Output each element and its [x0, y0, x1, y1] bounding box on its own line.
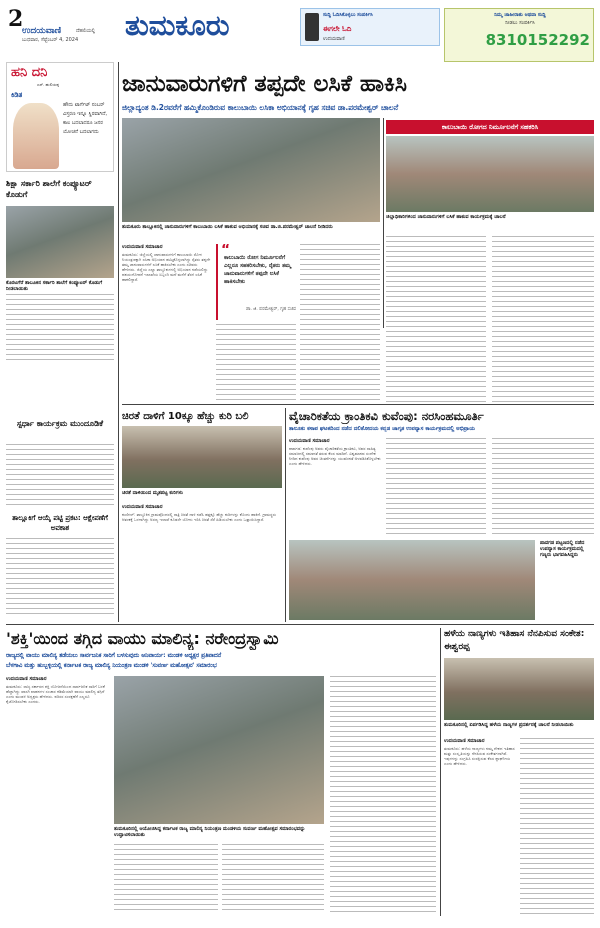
column-box [6, 62, 114, 172]
quote-icon: “ [221, 244, 231, 258]
ad-right-line-1: ನಿಮ್ಮ ಜಾಹೀರಾತು ಅಥವಾ ಸುದ್ದಿ [494, 12, 546, 18]
phone-icon [305, 13, 319, 41]
lead-byline: ಉದಯವಾಣಿ ಸಮಾಚಾರ [122, 244, 163, 250]
mid-right-subhead: ತಾಲೂಕು ಕಸಾಪ ಘಟಕದಿಂದ ನಡೆದ ದಲಿತೋದಯ ಕನ್ನಡ ಜಾಗೃತ ಉಪನ್ಯಾಸ ಕಾರ್ಯಕ್ರಮದಲ್ಲಿ ಅಭಿಪ್ರಾಯ [289, 426, 476, 432]
column-logo: ಹನಿ ದನಿ [11, 65, 48, 80]
sidebar-story3-headline: ತಾಲ್ಲೂಕಿಗೆ ಆಯ್ಕೆ ಪಟ್ಟಿ ಪ್ರಕಟ: ಆಕ್ಷೇಪಣೆಗೆ ಅವಕಾಶ [12, 514, 108, 532]
ad-line-2: ಈಗಲೇ ಓದಿ [323, 25, 352, 33]
bottom-left-headline: 'ಶಕ್ತಿ'ಯಿಂದ ತಗ್ಗಿದ ವಾಯು ಮಾಲಿನ್ಯ: ನರೇಂದ್ರಸ್ವಾಮಿ [6, 629, 279, 648]
bottom-left-body-col4 [330, 676, 436, 914]
lead-quote-by: ಡಾ. ಜಿ. ಪರಮೇಶ್ವರ್, ಗೃಹ ಸಚಿವ [245, 307, 296, 312]
lead-kicker: ಕಾಲುಬಾಯಿ ರೋಗದ ನಿರ್ಮೂಲನೆಗೆ ಸಹಕರಿಸಿ [386, 120, 594, 134]
column-byline: ಎಸ್. ಹುಲಿಯಪ್ಪ [37, 82, 60, 87]
lead-divider [383, 118, 384, 328]
color-registration-marks [270, 918, 330, 926]
top-center-ad [300, 8, 440, 46]
mid-right-body-col3 [492, 438, 594, 536]
bottom-right-caption: ತುಮಕೂರಿನಲ್ಲಿ ಏರ್ಪಡಿಸಿದ್ದ ಹಳೆಯ ನಾಣ್ಯಗಳ ಪ್ರದರ್ಶನಕ್ಕೆ ಚಾಲನೆ ನೀಡಲಾಯಿತು [444, 722, 574, 728]
bottom-left-body-col3 [222, 844, 324, 914]
lead-photo-caption: ತುಮಕೂರು ತಾಲ್ಲೂಕಿನಲ್ಲಿ ಜಾನುವಾರುಗಳಿಗೆ ಕಾಲುಬಾಯಿ ಲಸಿಕೆ ಹಾಕುವ ಅಭಿಯಾನಕ್ಕೆ ಸಚಿವ ಡಾ.ಜಿ.ಪರಮೇಶ್ವರ್ ಚಾಲನೆ ನೀಡಿದರು [122, 224, 333, 230]
bottom-left-subhead: ರಾಜ್ಯದಲ್ಲಿ ವಾಯು ಮಾಲಿನ್ಯ ತಡೆಯಲು ಸಾರ್ವಜನಿಕ ಸಾರಿಗೆ ಬಳಸುವುದು ಅನಿವಾರ್ಯ: ಮಂಡಳಿ ಅಧ್ಯಕ್ಷರ ಪ್ರತಿಪಾದನೆ [6, 653, 222, 659]
bottom-left-photo [114, 676, 324, 824]
mid-left-headline: ಚಿರತೆ ದಾಳಿಗೆ 10ಕ್ಕೂ ಹೆಚ್ಚು ಕುರಿ ಬಲಿ [122, 411, 249, 422]
ad-right-line-2: ನೀಡಲು ಸಂಪರ್ಕಿಸಿ [505, 20, 535, 26]
lead-subhead: ಜಿಲ್ಲಾದ್ಯಂತ ಡಿ.2ರವರೆಗೆ ಹಮ್ಮಿಕೊಂಡಿರುವ ಕಾಲುಬಾಯಿ ಲಸಿಕಾ ಅಭಿಯಾನಕ್ಕೆ ಗೃಹ ಸಚಿವ ಡಾ.ಪರಮೇಶ್ವರ್ ಚಾಲನೆ [122, 103, 399, 112]
masthead [6, 6, 121, 46]
mid-left-body: ಕುಣಿಗಲ್: ತಾಲ್ಲೂಕಿನ ಗ್ರಾಮವೊಂದರಲ್ಲಿ ರಾತ್ರಿ ಚಿರತೆ ದಾಳಿ ನಡೆಸಿ ಹತ್ತಕ್ಕೂ ಹೆಚ್ಚು ಕುರಿಗಳನ್ನು ಕೊಂದು ಹಾಕಿದೆ. ಗ್ರಾಮಸ್ಥರು ಆತಂಕಕ್ಕೆ ಒಳಗಾಗಿದ್ದು ಅರಣ್ಯ ಇಲಾಖೆ ಕೂಡಲೇ ಬೋನು ಇರಿಸಿ ಚಿರತೆ ಸೆರೆ ಹಿಡಿಯಬೇಕು ಎಂದು ಒತ್ತಾಯಿಸಿದ್ದಾರೆ. [122, 512, 276, 522]
edition: ದೆಹಲಿಯಲ್ಲಿ [76, 28, 96, 34]
paper-name: ಉದಯವಾಣಿ [22, 26, 62, 36]
bottom-right-body-col2 [520, 738, 594, 914]
sidebar-story2-body [6, 444, 114, 508]
lead-quote: ಕಾಲುಬಾಯಿ ರೋಗ ನಿರ್ಮೂಲನೆಗೆ ಎಲ್ಲರೂ ಸಹಕರಿಸಬೇಕು, ರೈತರು ತಮ್ಮ ಜಾನುವಾರುಗಳಿಗೆ ತಪ್ಪದೇ ಲಸಿಕೆ ಹಾಕಿಸಬೇಕು [224, 255, 291, 285]
mid-left-byline: ಉದಯವಾಣಿ ಸಮಾಚಾರ [122, 504, 163, 510]
bottom-right-byline: ಉದಯವಾಣಿ ಸಮಾಚಾರ [444, 738, 485, 744]
mid-left-caption: ಚಿರತೆ ದಾಳಿಯಿಂದ ಮೃತಪಟ್ಟ ಕುರಿಗಳು [122, 490, 183, 496]
section-title: ತುಮಕೂರು [125, 9, 230, 42]
page-number: 2 [8, 6, 24, 32]
lead-photo-right-caption: ಜಿಲ್ಲಾಧಿಕಾರಿಗಳಿಂದ ಜಾನುವಾರುಗಳಿಗೆ ಲಸಿಕೆ ಹಾಕುವ ಕಾರ್ಯಕ್ರಮಕ್ಕೆ ಚಾಲನೆ [386, 214, 506, 220]
mid-right-byline: ಉದಯವಾಣಿ ಸಮಾಚಾರ [289, 438, 330, 444]
ad-line-1: ಸುದ್ದಿ ಓದಿಸಿಕೊಳ್ಳಲು ಸಂಪರ್ಕಿಸಿ [323, 12, 373, 18]
ad-phone-number: 8310152292 [485, 31, 590, 49]
mid-left-photo [122, 426, 282, 488]
sidebar-divider [118, 62, 119, 622]
lead-photo-main [122, 118, 380, 222]
section-rule [6, 624, 594, 625]
column-city: ಕಿಡಿತ [11, 91, 23, 99]
bottom-left-body-col2 [114, 844, 218, 914]
lead-body-col1: ತುಮಕೂರು: ಜಿಲ್ಲೆಯಲ್ಲಿ ಜಾನುವಾರುಗಳಿಗೆ ಕಾಲುಬಾಯಿ ರೋಗ ನಿಯಂತ್ರಣಕ್ಕಾಗಿ ಲಸಿಕಾ ಅಭಿಯಾನ ಹಮ್ಮಿಕೊಳ್ಳಲಾಗಿದ್ದು ರೈತರು ತಪ್ಪದೇ ತಮ್ಮ ಜಾನುವಾರುಗಳಿಗೆ ಲಸಿಕೆ ಹಾಕಿಸಬೇಕು ಎಂದು ಸಚಿವರು ಹೇಳಿದರು. ಜಿಲ್ಲೆಯ ಎಲ್ಲಾ ತಾಲ್ಲೂಕುಗಳಲ್ಲಿ ಅಭಿಯಾನ ನಡೆಯಲಿದ್ದು ಪಶುಸಂಗೋಪನೆ ಇಲಾಖೆಯ ಸಿಬ್ಬಂದಿ ಮನೆ ಮನೆಗೆ ತೆರಳಿ ಲಸಿಕೆ ಹಾಕಲಿದ್ದಾರೆ. [122, 252, 211, 282]
sidebar-story1-caption: ಕೊರಟಗೆರೆ ತಾಲೂಕಿನ ಸರ್ಕಾರಿ ಶಾಲೆಗೆ ಕಂಪ್ಯೂಟರ್ ಕೊಡುಗೆ ನೀಡಲಾಯಿತು [6, 280, 103, 292]
lead-photo-right [386, 136, 594, 212]
ad-line-3: ಉದಯವಾಣಿ [323, 36, 345, 42]
bottom-left-subhead-2: ಬೆಳಗಾವಿ ಮತ್ತು ಹುಬ್ಬಳ್ಳಿಯಲ್ಲಿ ಕರ್ನಾಟಕ ರಾಜ್ಯ ಮಾಲಿನ್ಯ ನಿಯಂತ್ರಣ ಮಂಡಳಿ 'ಸುವರ್ಣ ಮಹೋತ್ಸವ' ಸಮಾರಂಭ [6, 663, 217, 669]
mid-right-side-caption: ಪಾವಗಡ ಪಟ್ಟಣದಲ್ಲಿ ನಡೆದ ಉಪನ್ಯಾಸ ಕಾರ್ಯಕ್ರಮದಲ್ಲಿ ಗಣ್ಯರು ಭಾಗವಹಿಸಿದ್ದರು [540, 540, 585, 558]
bottom-divider [440, 628, 441, 916]
mid-divider [285, 408, 286, 622]
lead-headline: ಜಾನುವಾರುಗಳಿಗೆ ತಪ್ಪದೇ ಲಸಿಕೆ ಹಾಕಿಸಿ [122, 71, 407, 97]
bottom-left-caption: ತುಮಕೂರಿನಲ್ಲಿ ಆಯೋಜಿಸಿದ್ದ ಕರ್ನಾಟಕ ರಾಜ್ಯ ಮಾಲಿನ್ಯ ನಿಯಂತ್ರಣ ಮಂಡಳಿಯ ಸುವರ್ಣ ಮಹೋತ್ಸವ ಸಮಾರಂಭವನ್ನು ಉದ್ಘಾಟಿಸಲಾಯಿತು [114, 826, 306, 838]
bottom-right-photo [444, 658, 594, 720]
lead-quote-box [216, 244, 296, 320]
sidebar-story2-headline: ಸ್ಪರ್ಧಾ ಕಾರ್ಯಕ್ರಮ ಮುಂದೂಡಿಕೆ [16, 419, 104, 428]
lead-body-col5 [492, 236, 594, 402]
top-right-ad [444, 8, 594, 62]
mid-right-headline: ವೈಚಾರಿಕತೆಯ ಕ್ರಾಂತಿಕವಿ ಕುವೆಂಪು: ನರಸಿಂಹಮೂರ್ತಿ [289, 409, 484, 423]
sidebar-story3-body [6, 538, 114, 616]
column-illustration [13, 103, 59, 169]
bottom-right-headline: ಹಳೆಯ ನಾಣ್ಯಗಳು ಇತಿಹಾಸ ನೆನಪಿಸುವ ಸಂಕೇತ: ಈಶ್ವರಪ್ಪ [444, 629, 585, 652]
mid-right-photo [289, 540, 535, 620]
date-line: ಬುಧವಾರ, ಸೆಪ್ಟೆಂಬರ್ 4, 2024 [22, 37, 79, 43]
bottom-left-body: ತುಮಕೂರು: ರಾಜ್ಯ ಸರ್ಕಾರದ ಶಕ್ತಿ ಯೋಜನೆಯಿಂದ ಸಾರ್ವಜನಿಕ ಸಾರಿಗೆ ಬಳಕೆ ಹೆಚ್ಚಾಗಿದ್ದು ಖಾಸಗಿ ವಾಹನಗಳ ಸಂಚಾರ ಕಡಿಮೆಯಾಗಿ ವಾಯು ಮಾಲಿನ್ಯ ತಗ್ಗಿದೆ ಎಂದು ಮಂಡಳಿ ಅಧ್ಯಕ್ಷರು ಹೇಳಿದರು. ಪರಿಸರ ಸಂರಕ್ಷಣೆಗೆ ಎಲ್ಲರೂ ಕೈಜೋಡಿಸಬೇಕು ಎಂದರು. [6, 684, 105, 704]
lead-body-col3 [300, 244, 380, 404]
lead-body-col2 [216, 324, 296, 404]
sidebar-story1-body [6, 294, 114, 364]
lead-bottom-rule [122, 404, 594, 405]
sidebar-story1-photo [6, 206, 114, 278]
bottom-right-body: ತುಮಕೂರು: ಹಳೆಯ ನಾಣ್ಯಗಳು ನಮ್ಮ ದೇಶದ ಇತಿಹಾಸ ಮತ್ತು ಸಂಸ್ಕೃತಿಯನ್ನು ನೆನಪಿಸುವ ಸಂಕೇತಗಳಾಗಿವೆ. ಇವುಗಳನ್ನು ಸಂಗ್ರಹಿಸಿ ಸಂರಕ್ಷಿಸುವ ಕೆಲಸ ಶ್ಲಾಘನೀಯ ಎಂದು ಹೇಳಿದರು. [444, 746, 515, 766]
mid-right-body: ಪಾವಗಡ: ಕುವೆಂಪು ಅವರು ವೈಚಾರಿಕತೆಯ ಕ್ರಾಂತಿಕವಿ, ಅವರ ಸಾಹಿತ್ಯ ಸಮಾಜದಲ್ಲಿ ಸಮಾನತೆ ತರುವ ಕೆಲಸ ಮಾಡಿದೆ. ವಿಶ್ವಮಾನವ ಸಂದೇಶ ನೀಡಿದ ಕುವೆಂಪು ಅವರ ಚಿಂತನೆಗಳನ್ನು ಯುವಜನತೆ ಅಳವಡಿಸಿಕೊಳ್ಳಬೇಕು ಎಂದು ಹೇಳಿದರು. [289, 446, 381, 466]
bottom-left-byline: ಉದಯವಾಣಿ ಸಮಾಚಾರ [6, 676, 47, 682]
column-text: ಹೌದು ಟಾರ್ಗೆಟ್ ನಂಬರ್ ವಿಸ್ತರಣ ಇನ್ನೂ ಸ್ಥಿರವಾಗಿದೆ, ಕಾಲ ಬದಲಾದರೂ ಜನರ ಯೋಚನೆ ಬದಲಾಗದು [63, 102, 108, 135]
mid-right-body-col2 [386, 438, 486, 536]
sidebar-story1-headline: ಶಿಕ್ಷಾ ಸರ್ಕಾರಿ ಶಾಲೆಗೆ ಕಂಪ್ಯೂಟರ್ ಕೊಡುಗೆ [6, 179, 92, 199]
lead-body-col4 [386, 236, 486, 402]
